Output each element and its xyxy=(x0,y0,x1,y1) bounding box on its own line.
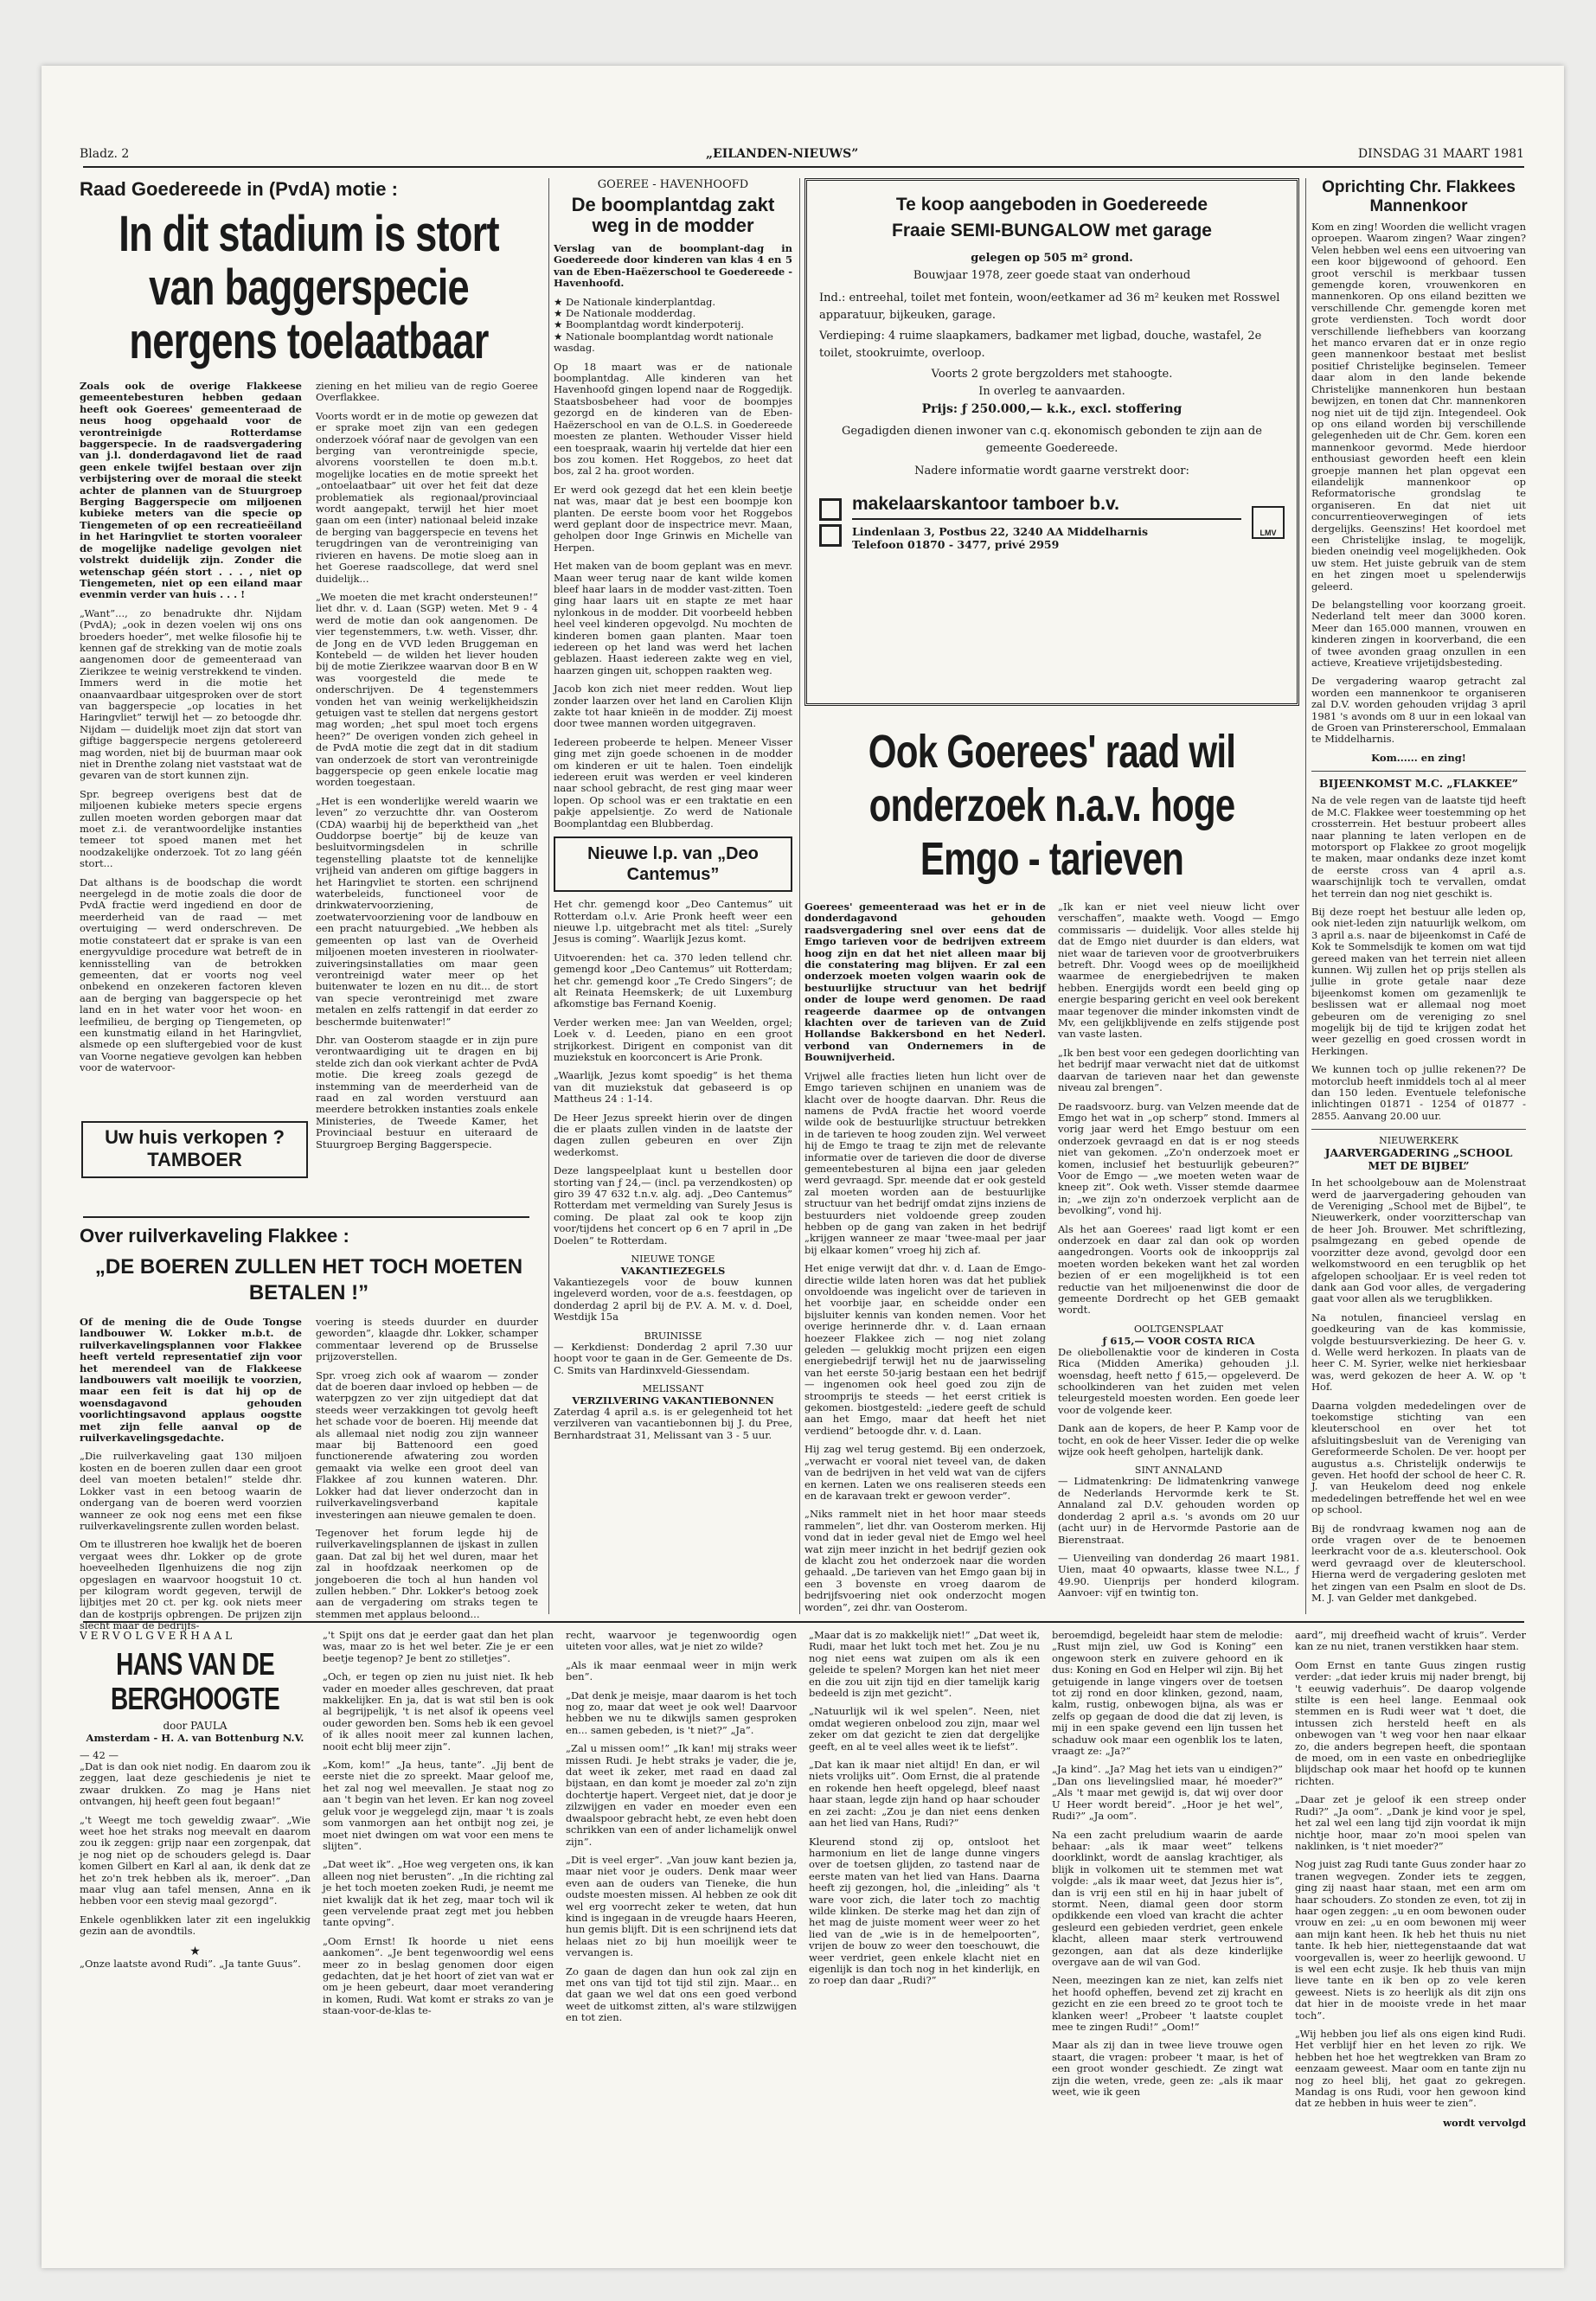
paragraph: Op 18 maart was er de nationale boomplantdag. Alle kinderen van het Havenhoofd gingen lopend naar de Roggedijk. Staatsbosbeheer had voor de boompjes gezorgd en de kinderen van de Eben-Haëzerschool en van de O.L.S. in Goedereede moesten ze planten. Wethouder Visser hield een toespraak, waarin hij vertelde dat hier een bos zou komen. Het Roggebos, zo heet dat bos, zal 2 ha. groot worden. xyxy=(554,360,792,478)
column-goeree-news xyxy=(554,178,792,1610)
paragraph: Deze langspeelplaat kunt u bestellen door storting van ƒ 24,— (incl. pa verzendkosten) op giro 39 47 632 t.n.v. alg. adj. „Deo Cantemus” Rotterdam met vermelding van Surely Jesus is coming. De plaat zal ook te koop zijn voor/tijdens het concert op 6 en 7 april in „De Doelen” te Rotterdam. xyxy=(554,1164,792,1247)
serial-column xyxy=(80,1630,311,2261)
ad-line: Prijs: ƒ 250.000,— k.k., excl. stoffering xyxy=(921,402,1183,416)
article-column xyxy=(1058,901,1299,1620)
serial-author: door PAULA xyxy=(163,1720,228,1732)
paragraph: Maar als zij dan in twee lieve trouwe ogen staart, die vragen: probeer 't maar, is het of een groot wonder geschiedt. Ze zingt wat zijn die weten, vrede, geen ze: „als ik maar weet, wie ik geen xyxy=(1052,2039,1283,2099)
paragraph: „Kom, kom!” „Ja heus, tante”. „Jij bent de eerste niet die zo spreekt. Maar geloof me, het zal nog wel meevallen. Je staat nog zo aan 't begin van het leven. Er kan nog zoveel geluk voor je weggelegd zijn, maar 't is zoals som vanmorgen aan het ontbijt nog zei, je moet niet dwingen om wat voor een mens te slijten”. xyxy=(323,1759,554,1852)
article-headline: „DE BOEREN ZULLEN HET TOCH MOETEN BETALEN !” xyxy=(94,1255,523,1304)
paragraph: Er werd ook gezegd dat het een klein beetje nat was, maar dat je best een boompje kon planten. De eerste boom voor het Roggebos werd geplant door de inspectrice mevr. Maan, geholpen door Inge Grinwis en Michelle van Herpen. xyxy=(554,483,792,554)
list-item: ★ De Nationale kinderplantdag. xyxy=(554,297,792,308)
paragraph: „Die ruilverkaveling gaat 130 miljoen kosten en de boeren zullen daar een groot deel van moeten betalen!” stelde dhr. Lokker vast in een betoog waarin de ondergang van de boeren werd voorzien wanneer ze ook nog eens met een fikse ruilverkavelingsrente zullen worden belast. xyxy=(80,1450,302,1532)
ad-line: In overleg te aanvaarden. xyxy=(978,385,1125,398)
article-ruilverkaveling xyxy=(80,1225,538,1632)
article-headline: Ook Goerees' raad wil onderzoek n.a.v. hoge Emgo - tarieven xyxy=(868,726,1236,885)
paragraph: Zo gaan de dagen dan hun ook zal zijn en met ons van tijd tot tijd stil zijn. Maar... en dat gaan we wel dat ons een goed verbond weet de uitkomst zitten, al's ware stilzwijgen en tot zien. xyxy=(566,1965,797,2024)
paragraph: Na de vele regen van de laatste tijd heeft de M.C. Flakkee weer toestemming op het crossterrein. Het bestuur probeert alles naar planning te laten verlopen en de motorsport op Flakkee zo groot mogelijk te maken, maar ondanks deze inzet komt de eerste cross van 4 april a.s. waarschijnlijk toch te vervallen, omdat het terrein dan nog niet geschikt is. xyxy=(1311,794,1526,900)
column-divider xyxy=(1305,178,1306,1614)
paragraph: Kom...... en zing! xyxy=(1371,751,1466,764)
place-heading: SINT ANNALAND xyxy=(1134,1465,1223,1477)
issue-date: DINSDAG 31 MAART 1981 xyxy=(1357,147,1524,161)
paragraph: Vrijwel alle fracties lieten hun licht over de Emgo tarieven schijnen en unaniem was de klacht over de hoogte daarvan. Dhr. Reus die namens de PvdA fractie het woord voerde wilde ook de bestuurlijke structuur betrekken in de tarieven te hoog zouden zijn. Wel verweet hij de Emgo te traag te zijn met de relevante informatie over de tarieven die door de diverse gemeentebesturen al bijna een jaar geleden werd gevraagd. Spr. meende dat er ook gesteld zal moeten worden aan de bestuurlijke structuur van het bedrijf omdat zijns inziens de bestuurders niet voldoende greep zouden hebben op de gang van zaken in het bedrijf „krijgen wanneer ze maar 'twee-maal per jaar bij elkaar komen” vroeg hij zich af. xyxy=(804,1069,1046,1256)
paragraph: Na een zacht preludium waarin de aarde behaar: „als ik maar weet” telkens doorklinkt, wordt de aanslag krachtiger, als blijk in volkomen uit te stemmen met wat volgde: „als ik maar weet, dat Jezus hier is”, dan is vrij een stil en hij in haar jubelt of stormt. Neen, diamal geen door storm opdikkende een vloed van kracht die achter gesleurd een gebieden verdriet, geen enkele klacht, alleen maar sterk vertrouwend gezongen, aan dat als deze kinderlijke overgave aan de wil van God. xyxy=(1052,1828,1283,1968)
firm-address: Lindenlaan 3, Postbus 22, 3240 AA Middelharnis xyxy=(852,525,1149,538)
paragraph: De raadsvoorz. burg. van Velzen meende dat de Emgo het wat in „op scherp” stond. Immers al vorig jaar werd het Emgo bestuur om een onderzoek gevraagd en dat is er nog steeds niet van gekomen. „Zo'n onderzoek moet er komen, inclusief het bestuurlijk gebeuren?” Voor de Emgo — „we moeten weten waar de kneep zit”. Ook weth. Visser stemde daarmee in; „we zijn zo'n onderzoek verplicht aan de bevolking”, vond hij. xyxy=(1058,1099,1299,1217)
ad-line: Uw huis verkopen ? xyxy=(105,1126,285,1148)
paragraph: Voorts wordt er in de motie op gewezen dat er sprake moet zijn van een gedegen onderzoek vóóraf naar de gevolgen van een berging van verontreinigde specie, alvorens voorstellen te doen m.b.t. mogelijke locaties en de motie spreekt het „ontoelaatbaar” uit over het feit dat deze problematiek als regionaal/provinciaal wordt aangepakt, terwijl het hier moet gaan om een (inter) nationaal beleid inzake de berging van baggerspecie en tevens het terugdringen van de verontreiniging van rivieren en havens. De motie sloeg aan in het Goerese raadscollege, dat werd snel duidelijk... xyxy=(316,409,538,585)
paragraph: Vakantiezegels voor de bouw kunnen ingeleverd worden, voor de a.s. feestdagen, op donderdag 2 april bij de P.V. A. M. v. d. Doel, Westdijk 15a xyxy=(554,1276,792,1324)
paragraph: — Kerkdienst: Donderdag 2 april 7.30 uur hoopt voor te gaan in de Ger. Gemeente de Ds. C. Smits van Hardinxveld-Giessendam. xyxy=(554,1340,792,1376)
firm-phone: Telefoon 01870 - 3477, privé 2959 xyxy=(852,538,1060,551)
paragraph: Het chr. gemengd koor „Deo Cantemus” uit Rotterdam o.l.v. Arie Pronk heeft weer een nieuwe l.p. uitgebracht met als titel: „Surely Jesus is coming”. Waarlijk Jezus komt. xyxy=(554,898,792,945)
serial-column xyxy=(809,1630,1040,2261)
paragraph: aard”, mij dreefheid wacht of kruis”. Verder kan ze nu niet, tranen verstikken haar stem. xyxy=(1295,1629,1526,1653)
continued-note: wordt vervolgd xyxy=(1443,2116,1526,2129)
paragraph: „Onze laatste avond Rudi”. „Ja tante Guus”. xyxy=(80,1957,301,1970)
paragraph: Dhr. van Oosterom staagde er in zijn pure verontwaardiging uit te dragen en bij stelde zich dan ook vierkant achter de PvdA motie. Die kreeg zoals gezegd de instemming van de meerderheid van de raad en zal worden verstuurd aan meerdere betrokken instanties zoals enkele Ministeries, de Tweede Kamer, het Provinciaal bestuur en uiteraard de Stuurgroep Berging Baggerspecie. xyxy=(316,1033,538,1150)
list-item: ★ Nationale boomplantdag wordt nationale wasdag. xyxy=(554,331,792,355)
firm-name: makelaarskantoor tamboer b.v. xyxy=(852,494,1241,520)
paragraph: Iedereen probeerde te helpen. Meneer Visser ging met zijn goede schoenen in de modder om kinderen er uit te halen. Toen eindelijk iedereen eruit was werden er veel kinderen naar school gebracht, de rest ging maar weer lopen. Op school was er een traktatie en een pakje appelsientje. Zo werd de Nationale Boomplantdag een Blubberdag. xyxy=(554,735,792,830)
paragraph: „Ik kan er niet veel nieuw licht over verschaffen”, maakte weth. Voogd — Emgo commissaris — duidelijk. Voor alles stelde hij dat de Emgo niet duurder is dan elders, wat niet waar de tarieven voor de grootverbruikers betreft. Dhr. Voogd wees op de moeilijkheid waarmee de energiebedrijven te maken hebben. Energijds wordt een beeld ging op energie besparing gericht en veel ook berekent maar tegenover die minder inkomsten vindt de Mv, een gelijkblijvende en zelfs stijgende post van vaste lasten. xyxy=(1058,901,1299,1041)
column-divider xyxy=(548,178,549,1614)
paragraph: „Zal u missen oom!” „Ik kan! mij straks weer missen Rudi. Je hebt straks je vader, die je, dat weet ik zeker, met raad en daad zal bijstaan, en dan komt je moeder zal zo'n zijn dochtertje hapert. Vergeet niet, dat je door je zilzwijgen en vader en moeder even een dwaalspoor gebracht hebt, ze even hebt doen schrikken van een of ander lichamelijk onwel zijn”. xyxy=(566,1742,797,1848)
paragraph: „'t Weegt me toch geweldig zwaar”. „Wie weet hoe het straks nog meevalt en daarom zou ik zeggen: grijp naar een zorgenpak, dat je nog niet op de schouders gelegd is. Daar komen Gilbert en Karl al aan, ik denk dat ze het zo'n trek hebben als ik, meroer”. „Dan maar vlug aan tafel mensen, Anna en ik hebben voor een stevig maal gezorgd”. xyxy=(80,1813,311,1907)
column-divider xyxy=(799,178,800,1614)
makelaar-logo-icon xyxy=(819,498,842,547)
ad-line: gelegen op 505 m² grond. xyxy=(971,252,1133,265)
serial-label: VERVOLGVERHAAL xyxy=(80,1630,236,1642)
item-title: VERZILVERING VAKANTIEBONNEN xyxy=(572,1394,774,1407)
paragraph: ziening en het milieu van de regio Goeree Overflakkee. xyxy=(316,380,538,404)
list-item: ★ De Nationale modderdag. xyxy=(554,308,792,319)
paragraph: Jacob kon zich niet meer redden. Wout liep zonder laarzen over het land en Carolien Klijn zakte tot haar knieën in de modder. Zij moest door twee mannen worden uitgegraven. xyxy=(554,683,792,730)
paragraph: Verder werken mee: Jan van Weelden, orgel; Loek v. d. Leeden, piano en een groot strijkorkest. Dirigent en componist van dit muziekstuk en koorconcert is Arie Pronk. xyxy=(554,1016,792,1063)
paragraph: De oliebollenaktie voor de kinderen in Costa Rica (Midden Amerika) gehouden j.l. woensdag, heeft netto ƒ 615,— opgeleverd. De schoolkinderen van het zuiden met velen teleurgesteld moesten worden. Een goede leer voor de volgende keer. xyxy=(1058,1345,1299,1416)
ad-semi-bungalow[interactable] xyxy=(804,178,1299,706)
masthead-name: „EILANDEN-NIEUWS” xyxy=(706,147,859,161)
article-column xyxy=(80,1317,302,1639)
logo-square xyxy=(819,498,842,521)
newspaper-page xyxy=(42,66,1564,2268)
item-title: ƒ 615,— VOOR COSTA RICA xyxy=(1102,1334,1255,1347)
article-lead: Of de mening die de Oude Tongse landbouwer W. Lokker m.b.t. de ruilverkavelingsplannen voor Flakkee heeft verteld representatief zijn voor het merendeel van de Flakkeese landbouwers valt moeilijk te voorzien, maar een feit is dat hij op de woensdagavond gehouden voorlichtingsavond applaus oogstte met zijn felle aanval op de ruilverkavelingsgedachte. xyxy=(80,1316,302,1445)
paragraph: Neen, meezingen kan ze niet, kan zelfs niet het hoofd opheffen, bevend zet zij kracht en gezicht en zie een breed zo te groot toch te klanken weer! „Probeer 't laatste couplet mee te zingen Rudi!” „Oom!” xyxy=(1052,1974,1283,2033)
paragraph: Bij deze roept het bestuur alle leden op, ook niet-leden zijn natuurlijk welkom, om 3 april a.s. naar de bijeenkomst in Café de Kok te Sommelsdijk te komen om wat tijd gereed maken van het terrein niet alleen kunnen. Wij zullen het op prijs stellen als jullie in grote getale naar deze bijeenkomst komen om gezamenlijk te beslissen wat er allemaal nog moet gebeuren om de vereniging zo snel mogelijk bij de tijd te krijgen zodat het weer gezellig en goed crossen wordt in Herkingen. xyxy=(1311,905,1526,1057)
serial-title: HANS VAN DE BERGHOOGTE xyxy=(110,1646,279,1716)
article-headline: Nieuwe l.p. van „Deo Cantemus” xyxy=(554,836,792,892)
place-heading: MELISSANT xyxy=(642,1382,704,1394)
paragraph: Bij de rondvraag kwamen nog aan de orde vragen over de te benoemen leerkracht voor de a.s. kleuterschool. Ook werd gevraagd over de kleuterschool. Hierna werd de vergadering gesloten met het zingen van een Psalm en sloot de Ds. M. J. van Gelder met dankgebed. xyxy=(1311,1522,1526,1605)
article-headline: In dit stadium is stort van baggerspecie nergens toelaatbaar xyxy=(119,206,499,369)
paragraph: „Och, er tegen op zien nu juist niet. Ik heb vader en moeder alles geschreven, dat praat makkelijker. En ja, dat is wat stil ben is ook al begrijpelijk, 't is net alsof ik opeens veel ouder geworden ben. Soms heb ik een gevoel of ik alles nooit meer zal kunnen lachen, nooit echt blij meer zijn”. xyxy=(323,1670,554,1753)
paragraph: „Dit is veel erger”. „Van jouw kant bezien ja, maar niet voor je ouders. Denk maar weer even aan de ouders van Tieneke, die hun oudste moesten missen. Al hebben ze ook dit wel erg voorrecht zeker te weten, dat hun kind is ingegaan in de vreugde haars Heeren, hun gemis blijft. Dit is een schrijnend iets dat helaas niet zo bij hun moeilijk weer te vervangen is. xyxy=(566,1853,797,1959)
paragraph: De Heer Jezus spreekt hierin over de dingen die er plaats zullen vinden in de laatste der dagen zullen gebeuren en over Zijn wederkomst. xyxy=(554,1111,792,1158)
place-heading: BRUINISSE xyxy=(644,1330,702,1342)
ad-line: Ind.: entreehal, toilet met fontein, woon/eetkamer ad 36 m² keuken met Rosswel apparatuur, bijkeuken, garage. xyxy=(819,292,1280,322)
ad-firm-block xyxy=(819,494,1285,551)
article-column xyxy=(80,381,302,1157)
ad-line: Nadere informatie wordt gaarne verstrekt door: xyxy=(914,465,1189,478)
logo-square xyxy=(819,524,842,547)
place-heading: NIEUWERKERK xyxy=(1311,1129,1526,1146)
paragraph: beroemdigd, begeleidt haar stem de melodie: „Rust mijn ziel, uw God is Koning” een ongewoon sterk en zuivere gehoord en ik dus: Koning en God en Helper wil zijn. Bij het getuigende in lange vingers over de toetsen tot zij rond en door klinken, gezond, naam, kalm, rustig, onbewogen bijna, als was er zelfs op gegaan de dood die dat zij leven, is mij in een spake gevend een lijn tussen het schaduw ook maar een ogenblik los te laten, vraagt ze: „Ja?” xyxy=(1052,1629,1283,1758)
paragraph: Uitvoerenden: het ca. 370 leden tellend chr. gemengd koor „Deo Cantemus” uit Rotterdam; het chr. gemengd koor „Te Credo Singers”; de alt Reinata Heemskerk; de uit Luxemburg afkomstige bas Fernand Koenig. xyxy=(554,951,792,1010)
paragraph: In het schoolgebouw aan de Molenstraat werd de jaarvergadering gehouden van de Vereniging „School met de Bijbel”, te Nieuwerkerk, onder voorzitterschap van de heer Joh. Brouwer. Met schriftlezing, psalmgezang en gebed opende de voorzitter deze avond, gevolgd door een welkomstwoord en een terugblik op het afgelopen schooljaar. Er is veel reden tot dank aan God voor alles, de vergadering gaat voor allen als we terugblikken. xyxy=(1311,1176,1526,1305)
article-kicker: Over ruilverkaveling Flakkee : xyxy=(80,1225,349,1247)
paragraph: „Ja kind”. „Ja? Mag het iets van u eindigen?” „Dan ons lievelingslied maar, hé moeder?” „Als 't maar met gewijd is, dat wij over door U Heer wordt bereid”. „Hoor je het wel”, Rudi?” „Ja oom”. xyxy=(1052,1763,1283,1823)
paragraph: Het enige verwijt dat dhr. v. d. Laan de Emgo-directie wilde laten horen was dat het publiek onvoldoende was ingelicht over de tarieven in het voorbije jaar, en scheidde onder een bijsluiter kennis van konden nemen. Voor het overige herinnerde dhr. v. d. Laan ernaan hoezeer Flakkee zich — nog niet zolang geleden — gelukkig mocht prijzen een eigen energiebedrijf terwijl het nu de jaarwisseling van het eerste 50-jarig bestaan een het bedrijf — ingenomen ook heel goed zou zijn de stroomprijs te steeds — het eerst critiek is gekomen. biostgesteld: „iedere geeft de schuld aan het Emgo, maar dat heeft het niet verdiend” betoogde dhr. v. d. Laan. xyxy=(804,1262,1046,1437)
paragraph: voering is steeds duurder en duurder geworden”, klaagde dhr. Lokker, schamper commentaar leverend op de Brusselse prijzoverstellen. xyxy=(316,1316,538,1363)
paragraph: „Natuurlijk wil ik wel spelen”. Neen, niet omdat wegieren onbelood zou zijn, maar wel zeker om dat gezicht te zien dat dergelijke geeft, en al te veel alles weet ik te liefst”. xyxy=(809,1705,1040,1753)
paragraph: Om te illustreren hoe kwalijk het de boeren vergaat wees dhr. Lokker op de grote hoeveelheden Ilgenhuizens die nog zijn opgeslagen en waarvoor hoogstuit 10 ct. per kilogram wordt gegeven, terwijl de lijbitjes met 20 ct. per kg. ook niets meer dan de kostprijs opbrengen. De prijzen zijn slecht maar de bedrijfs- xyxy=(80,1538,302,1632)
paragraph: „Oom Ernst! Ik hoorde u niet eens aankomen”. „Je bent tegenwoordig wel eens meer zo in beslag genomen door eigen gedachten, dat je het hoort of ziet van wat er om je heen gebeurt, daar moet verandering in komen, Rudi. Wat komt er straks zo van je staan-voor-de-klas te- xyxy=(323,1934,554,2017)
header-rule xyxy=(83,166,1524,168)
paragraph: Kom en zing! Woorden die wellicht vragen oproepen. Waarom zingen? Waar zingen? Velen hebben wel eens een uitvoering van een koor bijgewoond of gehoord. Een groot verschil is merkbaar tussen gemengde koren, vrouwenkoren en mannenkoren. Op ons eiland bezitten we verschillende Chr. gemengde koren met grote verdiensten. Toch wordt door verschillende liefhebbers van koorzang het manco ervaren dat er in onze regio geen mannenkoor bestaat met beslist positief Christelijke beginselen. Temeer daar alom in den lande bekende Christelijke mannenkoren hun bestaan bewijzen, en tonen dat Chr. mannenkoren nog niet uit de tijd zijn. Integendeel. Ook op ons eiland worden bij verschillende gelegenheden uit de Chr. Gem. koren een mannenkoor gevormd. Mede hierdoor enthousiast geworden heeft een klein groepje mannen het plan opgevat een eilandelijk mannenkoor op Reformatorische grondslag te organiseren. En dat niet uit concurrentieoverwegingen of iets dergelijks. Geenszins! Het koordoel met een Christelijke inslag, te mogelijk, bieden oneindig veel mogelijkheden. Ook uw stem. Het juiste gebruik van de stem en het zingen moet u spelenderwijs geleerd. xyxy=(1311,221,1526,593)
section-rule xyxy=(83,1216,529,1218)
column-right-news xyxy=(1311,178,1526,1610)
paragraph: „Want”..., zo benadrukte dhr. Nijdam (PvdA); „ook in dezen voelen wij ons ons broeders hoeder”, met welke filosofie hij te kennen gaf de strekking van de motie zoals aangenomen door de gemeenteraad van Zierikzee te weinig verstrekkend te vinden. Immers werd in die motie het onaanvaardbaar uitgesproken over de stort van baggerspecie „op locaties in het Haringvliet” terwijl het — zo betoogde dhr. Nijdam — duidelijk moet zijn dat stort van giftige baggerspecie nergens getolereerd mag worden, niet bij de buurman maar ook niet in Drenthe zolang niet vaststaat wat de gevaren van de stort kunnen zijn. xyxy=(80,606,302,782)
section-kicker: GOEREE - HAVENHOOFD xyxy=(597,178,749,191)
article-lead: Zoals ook de overige Flakkeese gemeentebesturen hebben gedaan heeft ook Goerees' gemeenteraad de neus hoog opgehaald voor de verontreinigde Rotterdamse baggerspecie. In de raadsvergadering van j.l. donderdagavond liet de raad geen enkele twijfel bestaan over zijn verbijstering over de moraal die steekt achter de plannen van de Stuurgroep Berging Baggerspecie om miljoenen kubieke meters van die specie op Tiengemeten of op een recreatieëiland in het Haringvliet te storten vooraleer de mogelijke nadelige gevolgen niet volstrekt duidelijk zijn. Zonder die wetenschap géén stort . . . , niet op Tiengemeten, niet op een eiland maar evenmin verder van huis . . . ! xyxy=(80,380,302,601)
ad-line: TAMBOER xyxy=(147,1149,242,1170)
serial-number: — 42 — xyxy=(80,1749,119,1761)
ad-line: Bouwjaar 1978, zeer goede staat van onderhoud xyxy=(913,269,1191,282)
ad-tamboer-small[interactable] xyxy=(81,1121,308,1178)
serial-publisher: Amsterdam - H. A. van Bottenburg N.V. xyxy=(86,1732,304,1744)
paragraph: „Dat weet ik”. „Hoe weg vergeten ons, ik kan alleen nog niet berusten”. „In die richting zal je het toch moeten zoeken Rudi, je neemt me niet kwalijk dat ik het zeg, maar toch wil ik geen vervelende praat zegt met jou hebben tante opving”. xyxy=(323,1858,554,1929)
paragraph: „Waarlijk, Jezus komt spoedig” is het thema van dit muziekstuk dat gebaseerd is op Mattheus 24 : 1-14. xyxy=(554,1069,792,1106)
paragraph: We kunnen toch op jullie rekenen?? De motorclub heeft inmiddels toch al al meer dan 150 leden. Eventuele telefonische inlichtingen 01871 - 1254 of 01877 - 2855. Aanvang 20.00 uur. xyxy=(1311,1063,1526,1122)
ad-line: Te koop aangeboden in Goedereede xyxy=(895,195,1208,215)
paragraph: Kleurend stond zij op, ontsloot het harmonium en liet de lange dunne vingers over de toetsen glijden, zo tastend naar de eerste maten van het lied van Hans. Daarna heeft zij gezongen, hol, die „inleiding” als 't ware voor zich, die later toch zo machtig wilde klinken. De sterke mag het dan zijn of het mag de juiste moment weer weer zo het lied van de „wie is in de hemelpoorten”, vrijen de bouw zo weer den toeschouwt, die weer verdriet, geen enkele klacht niet en eigenlijk is dan toch nog in het kinderlijk, en zo roep dan daar „Rudi?” xyxy=(809,1835,1040,1987)
paragraph: „Als ik maar eenmaal weer in mijn werk ben”. xyxy=(566,1658,797,1683)
paragraph: „Daar zet je geloof ik een streep onder Rudi?” „Ja oom”. „Dank je kind voor je spel, het zal wel een lang tijd zijn voordat ik mijn nichtje hoor, maar zo'n mooi spelen van naklinken, is 't niet moeder?” xyxy=(1295,1793,1526,1852)
paragraph: „Dat is dan ook niet nodig. En daarom zou ik zeggen, laat deze geschiedenis je niet te zwaar drukken. Zo mag je Hans niet ontvangen, hij heeft geen fout begaan!” xyxy=(80,1760,311,1808)
star-ornament-icon: ★ xyxy=(189,1944,201,1958)
article-raad-goedereede xyxy=(80,178,538,1208)
paragraph: — Lidmatenkring: De lidmatenkring vanwege de Nederlands Hervormde kerk te St. Annaland zal D.V. gehouden worden op donderdag 2 april a.s. 's avonds om 20 uur (acht uur) in de Hervormde Pastorie aan de Bierenstraat. xyxy=(1058,1475,1299,1546)
paragraph: Spr. begreep overigens best dat de miljoenen kubieke meters specie ergens zullen moeten worden geborgen maar dat moet z.i. de verantwoordelijke instanties temeer tot spoed manen met het noodzakelijke onderzoek. Tot zo lang géén stort... xyxy=(80,787,302,870)
article-kicker: Raad Goedereede in (PvdA) motie : xyxy=(80,178,398,200)
paragraph: „Ik ben best voor een gedegen doorlichting van het bedrijf maar verwacht niet dat de uitkomst daarvan de tarieven naar het dan gewenste niveau zal brengen”. xyxy=(1058,1046,1299,1094)
serial-column xyxy=(566,1630,797,2261)
paragraph: Hij zag wel terug gestemd. Bij een onderzoek, „verwacht er vooral niet teveel van, de daken van de bedrijven in het veld wat van de cijfers en kernen. Laten we ons realiseren steeds een en de karavaan trekt er gewoon verder”. xyxy=(804,1443,1046,1502)
article-headline: De boomplantdag zakt weg in de modder xyxy=(571,194,775,236)
place-heading: NIEUWE TONGE xyxy=(631,1253,715,1266)
article-column xyxy=(316,381,538,1157)
paragraph: Dank aan de kopers, de heer P. Kamp voor de tocht, en ook de heer Visser. Ieder die op welke wijze ook heeft geholpen, hartelijk dank. xyxy=(1058,1422,1299,1458)
paragraph: Nog juist zag Rudi tante Guus zonder haar zo tranen wegvegen. Zonder iets te zeggen, ging zij naast haar staan, met een arm om haar schouders. Zo stonden ze even, tot zij in haar ogen zeggen: „u en oom bewonen ouder vrouw en zei: „u en oom bewonen mij weer aan mijn kant heen. Ik heb het thuis nu niet tante. Ik heb hier, niettegenstaande dat wat voorgevallen is, weer zo heerlijk gewoond. U is wel een echt zusje. Ik heb thuis van mijn lieve tante en ik ben op zo vele keren geweest. Niets is zo heerlijk als dit zijn ons dat hier in de mooiste vrede in het maar toch”. xyxy=(1295,1858,1526,2022)
article-lead: Verslag van de boomplant-dag in Goedereede door kinderen van klas 4 en 5 van de Eben-Haëzerschool te Goedereede - Havenhoofd. xyxy=(554,242,792,290)
page-number: Bladz. 2 xyxy=(80,147,130,161)
lmv-badge: LMV xyxy=(1252,506,1285,539)
paragraph: Na notulen, financieel verslag en goedkeuring van de kas kommissie, volgde bestuursverkiezing. De heer G. v. d. Welle werd herkozen. In plaats van de heer C. M. Syrier, welke niet herkiesbaar was, werd gekozen de heer A. W. op 't Hof. xyxy=(1311,1311,1526,1394)
item-title: VAKANTIEZEGELS xyxy=(620,1265,726,1278)
item-title: JAARVERGADERING „SCHOOL MET DE BIJBEL” xyxy=(1324,1146,1513,1173)
serial-story xyxy=(80,1630,1526,2261)
paragraph: Zaterdag 4 april a.s. is er gelegenheid tot het verzilveren van vacantiebonnen bij J. du Pree, Bernhardstraat 31, Melissant van 3 - 5 uur. xyxy=(554,1405,792,1441)
paragraph: „Dat denk je meisje, maar daarom is het toch nog zo, maar dat weet je ook wel! Daarvoor hebben we nu te dikwijls samen gesproken en... samen gebeden, is 't niet?” „Ja”. xyxy=(566,1689,797,1736)
ad-line: Gegadigden dienen inwoner van c.q. ekonomisch gebonden te zijn aan de gemeente Goedereede. xyxy=(842,425,1262,455)
paragraph: De belangstelling voor koorzang groeit. Nederland telt meer dan 3000 koren. Meer dan 165.000 mannen, vrouwen en kinderen zingen in koorverband, die een of twee avonden graag onzullen in een actieve, Kreatieve vrijetijdsbesteding. xyxy=(1311,599,1526,670)
article-column xyxy=(804,901,1046,1620)
paragraph: „Wij hebben jou lief als ons eigen kind Rudi. Het verblijf hier en het leven zo rijk. We hebben het hoe het wegtrekken van Bram zo eenzaam geweest. Maar oom en tante zijn nu nog zo heel blij, het gaat zo gekregen. Mandag is ons Rudi, voor hen gewoon kind dat ze hebben in huis weer te zien”. xyxy=(1295,2028,1526,2110)
place-heading: OOLTGENSPLAAT xyxy=(1133,1323,1224,1335)
paragraph: recht, waarvoor je tegenwoordig ogen uiteten voor alles, wat je niet zo wilde? xyxy=(566,1629,797,1653)
serial-column xyxy=(1052,1630,1283,2261)
list-item: ★ Boomplantdag wordt kinderpoterij. xyxy=(554,319,792,330)
item-title: BIJEENKOMST M.C. „FLAKKEE” xyxy=(1311,771,1526,790)
article-lead: Goerees' gemeenteraad was het er in de donderdagavond gehouden raadsvergadering snel over eens dat de Emgo tarieven voor de bedrijven extreem hoog zijn en dat het niet alleen maar bij die constatering mag blijven. Er zal een onderzoek moeten volgen waarin ook de bestuurlijke structuur van het bedrijf onder de loupe werd genomen. De raad reageerde daarmee op de ontvangen klachten over de tarieven van de Zuid Hollandse Bakkersbond en het Nederl. verbond van Ondernemers in de Bouwnijverheid. xyxy=(804,901,1046,1064)
paragraph: Daarna volgden mededelingen over de toekomstige stichting van een kleuterschool en over het tot afsluitingsbesluit van de Vereniging van Gereformeerde Scholen. De ver. hoopt per augustus a.s. Christelijk onderwijs te geven. Het hoofd der school de heer C. R. J. van Heukelom deed nog enkele mededelingen betreffende het wel en wee op school. xyxy=(1311,1399,1526,1516)
paragraph: Het maken van de boom geplant was en mevr. Maan weer terug naar de kant wilde komen bleef haar laars in de modder vast-zitten. Toen ging haar laars uit en stapte ze met haar nylonkous in de modder. Dit voorbeeld hebben heel veel kinderen opgevolgd. Nu mochten de kinderen bomen gaan planten. Maar toen iedereen op het land was werd het lachen geblazen. Haast iedereen zakte weg en viel, haarzen gingen uit, schoppen raakten weg. xyxy=(554,560,792,676)
paragraph: „'t Spijt ons dat je eerder gaat dan het plan was, maar zo is het wel beter. Zie je er een beetje tegenop? Je bent zo stilletjes”. xyxy=(323,1629,554,1664)
paragraph: Oom Ernst en tante Guus zingen rustig verder: „dat ieder kruis mij nader brengt, bij 't eeuwig vaderhuis”. De daarop volgende stilte is een heel lange. Eenmaal ook stemmen en is Rudi weer wat 't doet, die intussen zich hersteld heeft en als onbewogen van 't weg voor hen naar elkaar zo, die anders begrepen heeft, die spontaan de moed, om in een vaste en onbedrieglijke blijdschap ook maar het hoofd op te kunnen richten. xyxy=(1295,1658,1526,1787)
paragraph: Als het aan Goerees' raad ligt komt er een onderzoek en daar zal dan ook op worden aangedrongen. Voorts ook de inkoopprijs zal moeten worden bekeken want het zal worden bezien of er een mogelijkheid is tot een reductie van het miljoenenwinst die door de gemeente Dordrecht op het GEB gemaakt wordt. xyxy=(1058,1222,1299,1317)
article-headline: Oprichting Chr. Flakkees Mannenkoor xyxy=(1322,178,1516,215)
paragraph: De vergadering waarop getracht zal worden een mannenkoor te organiseren zal D.V. worden gehouden vrijdag 3 april 1981 's avonds om 8 uur in een lokaal van de Groen van Prinstererschool, Emmalaan te Middelharnis. xyxy=(1311,675,1526,746)
paragraph: Dat althans is de boodschap die wordt neergelegd in de motie zoals die door de PvdA fractie werd ingediend en door de meerderheid van de raad — met overtuiging — werd onderschreven. De motie constateert dat er sprake is van een energyvuldige procedure wat betreft de in kennisstelling van de betrokken gemeenten, dat er voorts nog veel onbekend en onzekeren factoren kleven aan de berging van baggerspecie op het land en in het water voor het woon- en leefmilieu, de berging op Tiengemeten, op een kunstmatig eiland in het Haringvliet, alsmede op een sluftergebied voor de kust van Voorne negatieve gevolgen kan hebben voor de watervoor- xyxy=(80,875,302,1074)
paragraph: „Dat kan ik maar niet altijd! En dan, er wil niets vrolijks uit”. Oom Ernst, die al pratende en rokende hen heeft opgelegd, bleef naast haar staan, legde zijn hand op haar schouder en zei zacht: „Zou je dan niet eens denken aan het lied van Hans, Rudi?” xyxy=(809,1759,1040,1830)
paragraph: „Niks rammelt niet in het hoor maar steeds rammelen”, liet dhr. van Oosterom merken. Hij vond dat in ieder geval niet de Emgo wel heel wat zijn meer inzicht in het bedrijf gezien ook de klacht zou het onderzoek naar die worden gehaald. „De tarieven van het Emgo gaan bij in een 3 bovenste en vroeg daarom de bedrijfsvoering niet ook onderzocht mogen worden”, zei dhr. van Oosterom. xyxy=(804,1508,1046,1613)
paragraph: Tegenover het forum legde hij de ruilverkavelingsplannen de ijskast in zullen gaan. Dat zal bij het wel duren, maar het zal in hoofdzaak neerkomen op de jongeboeren die toch al hun handen vol zullen hebben.” Dhr. Lokker's betoog zoek aan de vergadering om straks tegen te stemmen met applaus beloond... xyxy=(316,1526,538,1620)
section-rule xyxy=(83,1621,1524,1623)
paragraph: — Uienveiling van donderdag 26 maart 1981. Uien, maat 40 opwaarts, klasse twee N.L., ƒ 49.90. Uienprijs per honderd kilogram. Aanvoer: vijf en twintig ton. xyxy=(1058,1551,1299,1599)
paragraph: „Maar dat is zo makkelijk niet!” „Dat weet ik, Rudi, maar het lukt toch met het. Zou je nu nog niet eens wat zuipen om als ik een geleide te spelen? Morgen kan het niet meer en die zou uit zijn tijd en dier tamelijk karig bedeeld is zijn met gezicht”. xyxy=(809,1629,1040,1700)
serial-column xyxy=(323,1630,554,2261)
paragraph: Spr. vroeg zich ook af waarom — zonder dat de boeren daar invloed op hebben — de waterpgzen zo ver zijn uitgediept dat dat steeds weer verzakkingen tot gevolg heeft het schade voor de boeren. Hij meende dat als allemaal niet nodig zou zijn wanneer maar bij Battenoord een goed functionerende afwatering zou worden gemaakt via welke een groot deel van Flakkee af zou kunnen wateren. Dhr. Lokker had dat liever onderzocht dan in ruilverkavelingsverband kapitale investeringen aan nieuwe gemalen te doen. xyxy=(316,1368,538,1521)
bullet-list xyxy=(554,297,792,355)
article-emgo-tarieven xyxy=(804,715,1299,1613)
ad-line: Voorts 2 grote bergzolders met stahoogte. xyxy=(931,368,1173,381)
paragraph: „Het is een wonderlijke wereld waarin we leven” zo verzuchtte dhr. van Oosterom (CDA) waarbij hij de beperktheid van „het Ouddorpse boertje” bij de keuze van besluitvormingsdelen in schrille tegenstelling plaatste tot de kennelijke vrijheid van anderen om giftige baggers in het Haringvliet te storten. een schrijnend waterbeleids, functioneel voor de drinkwatervoorziening, de zoetwatervoorziening voor de landbouw en een pracht natuurgebied. „We hebben als gemeenten op last van de Overheid miljoenen moeten investeren in rioolwater-zuiveringsinstallaties om maar geen verontreinigd water meer op het buitenwater te lozen en nu dit... de stort van specie verontreinigd met zware metalen en zelfs rattengif in dat eerder zo beschermde buitenwater!” xyxy=(316,794,538,1028)
ad-line: Fraaie SEMI-BUNGALOW met garage xyxy=(892,221,1212,240)
serial-column xyxy=(1295,1630,1526,2261)
paragraph: Enkele ogenblikken later zit een ingelukkig gezin aan de avondtils. xyxy=(80,1913,311,1938)
article-column xyxy=(316,1317,538,1639)
ad-line: Verdieping: 4 ruime slaapkamers, badkamer met ligbad, douche, wastafel, 2e toilet, stookruimte, overloop. xyxy=(819,330,1262,360)
paragraph: „We moeten die met kracht ondersteunen!” liet dhr. v. d. Laan (SGP) weten. Met 9 - 4 werd de motie dan ook aangenomen. De vier tegenstemmers, t.w. weth. Visser, dhr. de Jong en de VVD leden Bruggeman en Kontebeld — de wilden het liever houden bij de motie Zierikzee waarvan door B en W was voorgesteld die mede te onderschrijven. De 4 tegenstemmers vonden het van weinig werkelijkheidszin getuigen vast te stellen dat nergens gestort mag worden; „het spul moet toch ergens heen?” De overigen vonden zich geheel in de PvdA motie die zegt dat in dit stadium van onderzoek de stort van verontreinigde baggerspecie op geen enkele locatie mag worden toegestaan. xyxy=(316,590,538,789)
